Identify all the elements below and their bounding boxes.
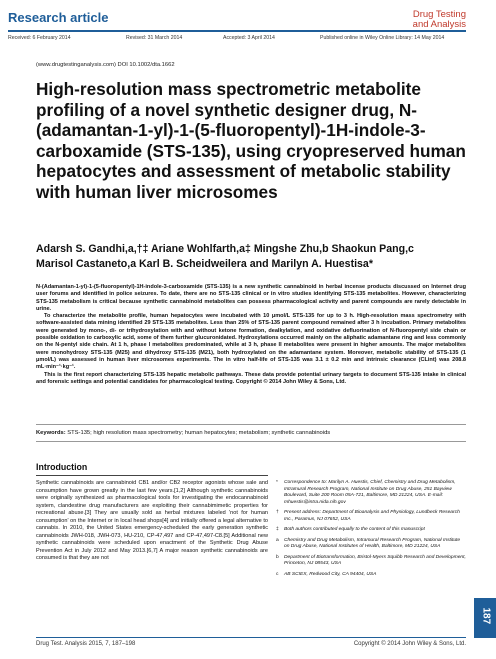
keywords xyxy=(36,430,330,436)
note-mark: * xyxy=(276,480,278,485)
keywords-list: STS-135; high resolution mass spectrometry; human hepatocytes; metabolism; synthetic cannabinoids xyxy=(67,430,331,436)
header-rule xyxy=(8,30,466,32)
note-mark: c xyxy=(276,571,279,577)
abstract-paragraph-1: N-(Adamantan-1-yl)-1-(5-fluoropentyl)-1H-indole-3-carboxamide (STS-135) is a new synthetic cannabinoid in herbal incense products discussed on Internet drug user forums and identified in police seizures. To date, there are no STS-135 clinical or in vitro studies identifying STS-135 metabolites. However, characterizing STS-135 metabolism is critical because synthetic cannabinoid metabolites can possess pharmacological activity and parent compounds are rarely detectable in urine. xyxy=(36,284,466,312)
introduction-text: Synthetic cannabinoids are cannabinoid CB1 and/or CB2 receptor agonists whose sale and consumption have grown greatly in the last few years.[1,2] Although synthetic cannabinoids were originally synthesized as pharmacological tools for investigating the endocannabinoid system, clandestine drug manufacturers are exploiting their cannabimimetic properties for recreational abuse.[3] They are usually sold as herbal mixtures labeled 'not for human consumption' on the Internet or in local head shops[4] and initially offered a legal alternative to cannabis. In 2010, the United States emergency-scheduled the early generation synthetic cannabinoids JWH-018, JWH-073, HU-210, CP-47,497 and CP-47,497-C8.[5] Additional new synthetic cannabinoids were scheduled upon enactment of the Synthetic Drug Abuse Prevention Act in July 2012 and May 2013.[6,7] A major reason synthetic cannabinoids are consumed is that they are not xyxy=(36,480,268,562)
keywords-bottom-rule xyxy=(36,441,466,442)
note-mark: a xyxy=(276,537,279,543)
footer-rule xyxy=(36,637,466,638)
author-list xyxy=(36,242,466,272)
journal-logo-line2: and Analysis xyxy=(412,19,466,30)
note-item xyxy=(276,538,466,551)
published-date: Published online in Wiley Online Library: 14 May 2014 xyxy=(320,35,445,41)
keywords-label: Keywords: xyxy=(36,430,66,436)
section-label: Research article xyxy=(8,10,109,25)
note-item xyxy=(276,527,466,534)
page-number: 187 xyxy=(480,607,492,625)
header-bar xyxy=(8,8,466,32)
note-item xyxy=(276,572,466,579)
note-mark: b xyxy=(276,554,279,560)
authors-line-1: Adarsh S. Gandhi,a,†‡ Ariane Wohlfarth,a‡ Mingshe Zhu,b Shaokun Pang,c xyxy=(36,243,414,255)
note-item xyxy=(276,510,466,523)
note-text: Chemistry and Drug Metabolism, Intramural Research Program, National Institute on Drug Abuse, National Institutes of Health, Baltimore, MD 21224, USA xyxy=(284,537,461,549)
keywords-top-rule xyxy=(36,424,466,425)
footer-copyright: Copyright © 2014 John Wiley & Sons, Ltd. xyxy=(353,641,466,647)
abstract xyxy=(36,284,466,386)
note-item xyxy=(276,555,466,568)
doi-line: (www.drugtestinganalysis.com) DOI 10.1002/dta.1662 xyxy=(36,62,175,68)
note-text: Correspondence to: Marilyn A. Huestis, Chief, Chemistry and Drug Metabolism, Intramural Research Program, National Institute on Drug Abuse, 251 Bayview Boulevard, Suite 200 Room 05A-721, Baltimore, MD 21224, USA. E-mail: mhuestis@intra.nida.nih.gov xyxy=(284,480,456,505)
received-date: Received: 6 February 2014 xyxy=(8,35,71,41)
introduction-rule xyxy=(36,475,268,476)
note-mark: ‡ xyxy=(276,527,279,532)
publication-dates xyxy=(8,35,466,44)
note-text: Department of Biotransformation, Bristol-Myers Squibb Research and Development, Princeton, NJ 08543, USA xyxy=(284,554,466,566)
note-text: Both authors contributed equally to the content of this manuscript xyxy=(284,527,425,532)
affiliation-notes xyxy=(276,480,466,582)
authors-line-2: Marisol Castaneto,a Karl B. Scheidweilera and Marilyn A. Huestisa* xyxy=(36,258,373,270)
note-mark: † xyxy=(276,510,279,515)
note-text: AB SCIEX, Redwood City, CA 94404, USA xyxy=(284,571,377,577)
abstract-paragraph-2: To characterize the metabolite profile, human hepatocytes were incubated with 10 μmol/L STS-135 for up to 3 h. High-resolution mass spectrometry with software-assisted data mining identified 29 STS-135 metabolites. Less than 25% of STS-135 parent compound remained after 3 h incubation. Primary metabolites were generated by mono-, di- or trihydroxylation with and without ketone formation, dealkylation, and oxidative defluorination of N-fluoropentyl side chain or possible oxidation to carboxylic acid, some of them further glucuronidated. Hydroxylations occurred mainly on the aliphatic adamantane ring and less commonly on the N-pentyl side chain. At 1 h, phase I metabolites predominated, while at 3 h, phase II metabolites were present in higher amounts. The major metabolites were monohydroxy STS-135 (M25) and dihydroxy STS-135 (M21), both hydroxylated on the adamantane system. Moreover, metabolic stability of STS-135 (1 μmol/L) was assessed in human liver microsomes experiments. The in vitro half-life of STS-135 was 3.1 ± 0.2 min and intrinsic clearance (CLint) was 208.8 mL·min⁻¹·kg⁻¹. xyxy=(36,313,466,371)
journal-logo xyxy=(413,10,466,30)
journal-logo-line1: Drug Testing xyxy=(412,9,466,20)
revised-date: Revised: 31 March 2014 xyxy=(126,35,183,41)
article-title: High-resolution mass spectrometric metabolite profiling of a novel synthetic designer drug, N-(adamantan-1-yl)-1-(5-fluoropentyl)-1H-indole-3-carboxamide (STS-135), using cryopreserved human hepatocytes and assessment of metabolic stability with human liver microsomes xyxy=(36,79,466,202)
introduction-heading: Introduction xyxy=(36,462,88,472)
page-number-tab xyxy=(474,598,496,638)
abstract-paragraph-3: This is the first report characterizing STS-135 hepatic metabolic pathways. These data provide potential urinary targets to document STS-135 intake in clinical and forensic settings and potential candidates for pharmacological testing. Copyright © 2014 John Wiley & Sons, Ltd. xyxy=(36,371,466,385)
accepted-date: Accepted: 3 April 2014 xyxy=(223,35,275,41)
note-text: Present address: Department of Bioanalysis and Physiology, Lundbeck Research Inc., Paramus, NJ 07652, USA xyxy=(284,510,460,522)
footer-citation: Drug Test. Analysis 2015, 7, 187–198 xyxy=(36,641,136,647)
note-item xyxy=(276,480,466,506)
